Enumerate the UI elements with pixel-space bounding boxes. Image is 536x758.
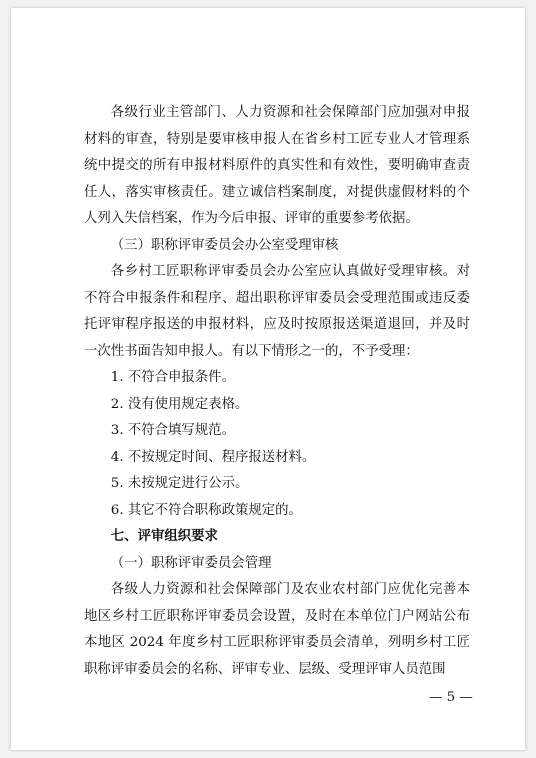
paragraph-office-acceptance: 各乡村工匠职称评审委员会办公室应认真做好受理审核。对不符合申报条件和程序、超出职称评审委员会受理范围或违反委托评审程序报送的申报材料，应及时按原报送渠道退回，并及时一次性书面告知申报人。有以下情形之一的，不予受理：: [84, 264, 470, 359]
list-item: 4. 不按规定时间、程序报送材料。: [110, 449, 316, 465]
section-heading-evaluation-requirements: 七、评审组织要求: [110, 529, 218, 544]
list-item: 3. 不符合填写规范。: [110, 423, 235, 438]
page-number: — 5 —: [429, 690, 473, 705]
list-item: 1. 不符合申报条件。: [110, 370, 235, 385]
subheading-office-review: （三）职称评审委员会办公室受理审核: [110, 237, 339, 253]
paragraph-committee-setup: 各级人力资源和社会保障部门及农业农村部门应优化完善本地区乡村工匠职称评审委员会设置，及时在本单位门户网站公布本地区 2024 年度乡村工匠职称评审委员会清单，列明乡村工匠职称评审委员会的名称、评审专业、层级、受理评审人员范围: [84, 582, 470, 677]
subheading-committee-management: （一）职称评审委员会管理: [110, 555, 272, 571]
list-item: 5. 未按规定进行公示。: [110, 476, 249, 491]
paragraph-material-review: 各级行业主管部门、人力资源和社会保障部门应加强对申报材料的审查，特别是要审核申报人在省乡村工匠专业人才管理系统中提交的所有申报材料原件的真实性和有效性，要明确审查责任人，落实审核责任。建立诚信档案制度，对提供虚假材料的个人列入失信档案，作为今后申报、评审的重要参考依据。: [84, 105, 470, 226]
document-page: [11, 8, 525, 750]
list-item: 2. 没有使用规定表格。: [110, 396, 249, 412]
document-body: [84, 100, 470, 683]
list-item: 6. 其它不符合职称政策规定的。: [110, 502, 302, 518]
